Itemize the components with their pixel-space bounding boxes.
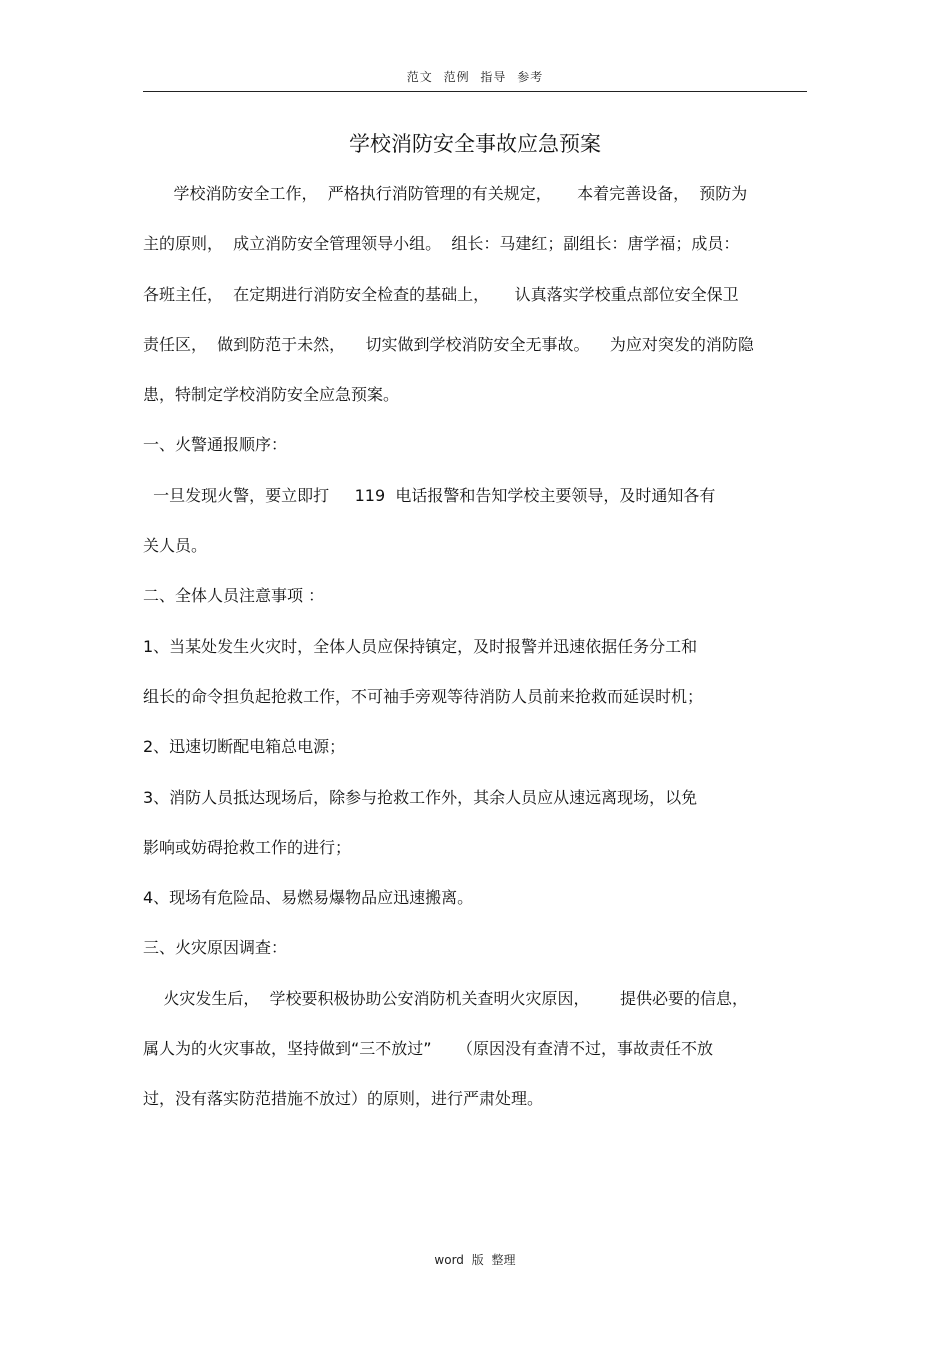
list-item: 影响或妨碍抢救工作的进行； (143, 837, 352, 857)
body-line: 患，特制定学校消防安全应急预案。 (143, 385, 400, 405)
list-item: 组长的命令担负起抢救工作，不可袖手旁观等待消防人员前来抢救而延误时机； (143, 686, 704, 706)
list-item: 1、当某处发生火灾时，全体人员应保持镇定，及时报警并迅速依据任务分工和 (143, 636, 698, 656)
body-line: 一旦发现火警，要立即打 119 电话报警和告知学校主要领导，及时通知各有 (143, 485, 716, 505)
body-line: 主的原则， 成立消防安全管理领导小组。 组长：马建红；副组长：唐学福；成员： (143, 234, 740, 254)
body-line: 火灾发生后， 学校要积极协助公安消防机关查明火灾原因， 提供必要的信息， (143, 988, 749, 1008)
section-heading: 一、火警通报顺序： (143, 435, 288, 455)
document-title: 学校消防安全事故应急预案 (349, 132, 601, 156)
body-line: 各班主任， 在定期进行消防安全检查的基础上， 认真落实学校重点部位安全保卫 (143, 284, 739, 304)
page-header: 范文 范例 指导 参考 (406, 70, 544, 84)
body-line: 关人员。 (143, 536, 208, 556)
body-line: 属人为的火灾事故，坚持做到“三不放过” （原因没有查清不过，事故责任不放 (143, 1039, 714, 1059)
section-heading: 三、火灾原因调查： (143, 938, 288, 958)
list-item: 4、现场有危险品、易燃易爆物品应迅速搬离。 (143, 888, 474, 908)
body-line: 过，没有落实防范措施不放过）的原则，进行严肃处理。 (143, 1089, 544, 1109)
list-item: 3、消防人员抵达现场后，除参与抢救工作外，其余人员应从速远离现场，以免 (143, 787, 698, 807)
section-heading: 二、全体人员注意事项 ： (143, 586, 325, 606)
header-divider (143, 91, 807, 92)
body-line: 责任区， 做到防范于未然， 切实做到学校消防安全无事故。 为应对突发的消防隐 (143, 334, 754, 354)
body-line: 学校消防安全工作， 严格执行消防管理的有关规定， 本着完善设备， 预防为 (143, 184, 748, 203)
page-footer: word 版 整理 (434, 1253, 516, 1267)
document-body (143, 169, 807, 1125)
list-item: 2、迅速切断配电箱总电源； (143, 737, 346, 757)
